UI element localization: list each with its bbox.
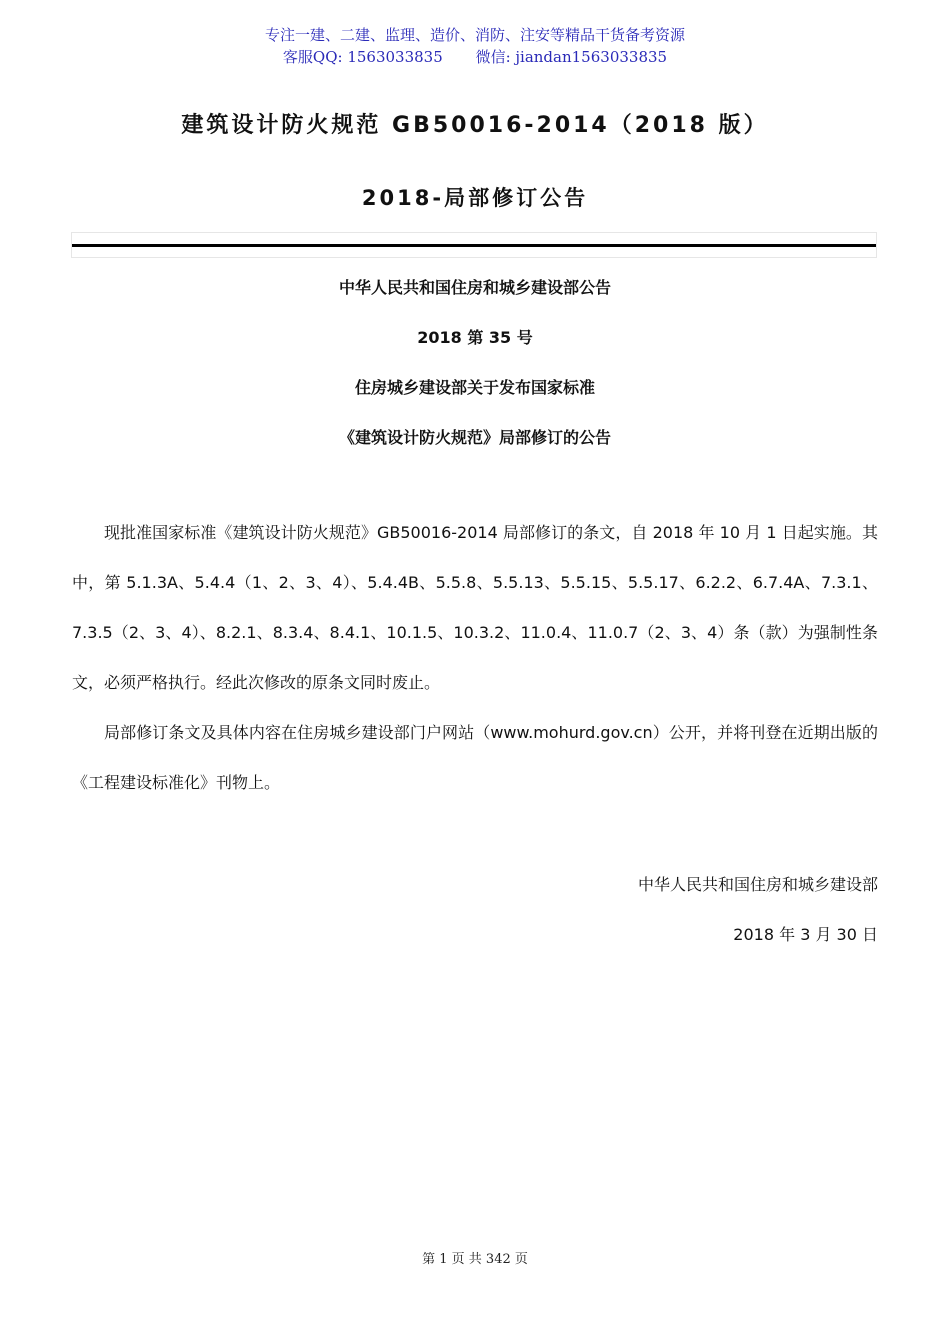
announcement-number: 2018 第 35 号: [417, 328, 533, 347]
body-paragraph: 现批准国家标准《建筑设计防火规范》GB50016-2014 局部修订的条文，自 2018 年 10 月 1 日起实施。其中，第 5.1.3A、5.4.4（1、2、3、4）、5.4.4B、5.5.8、5.5.13、5.5.15、5.5.17、6.2.2、6.7.4A、7.3.1、7.3.5（2、3、4）、8.2.1、8.3.4、8.4.1、10.1.5、10.3.2、11.0.4、11.0.7（2、3、4）条（款）为强制性条文，必须严格执行。经此次修改的原条文同时废止。: [72, 523, 878, 692]
watermark-contact: [0, 46, 950, 67]
announcement-title-line1: 住房城乡建设部关于发布国家标准: [354, 378, 595, 397]
document-title: 建筑设计防火规范 GB50016-2014（2018 版）: [181, 113, 769, 138]
signature-date: 2018 年 3 月 30 日: [733, 925, 878, 944]
signature-issuer: 中华人民共和国住房和城乡建设部: [637, 875, 878, 894]
watermark-line: 专注一建、二建、监理、造价、消防、注安等精品干货备考资源: [264, 26, 685, 44]
body-paragraph: 局部修订条文及具体内容在住房城乡建设部门户网站（www.mohurd.gov.cn）公开，并将刊登在近期出版的《工程建设标准化》刊物上。: [72, 723, 878, 792]
announcement-title-line2: 《建筑设计防火规范》局部修订的公告: [338, 428, 611, 447]
document-subtitle: 2018-局部修订公告: [361, 186, 589, 210]
divider-frame: [71, 232, 877, 258]
divider-line: [72, 244, 876, 247]
watermark-wechat: 微信: jiandan1563033835: [475, 48, 668, 66]
announcement-issuer: 中华人民共和国住房和城乡建设部公告: [338, 278, 611, 297]
page-number: 第 1 页 共 342 页: [422, 1252, 528, 1267]
watermark-qq: 客服QQ: 1563033835: [282, 48, 443, 66]
